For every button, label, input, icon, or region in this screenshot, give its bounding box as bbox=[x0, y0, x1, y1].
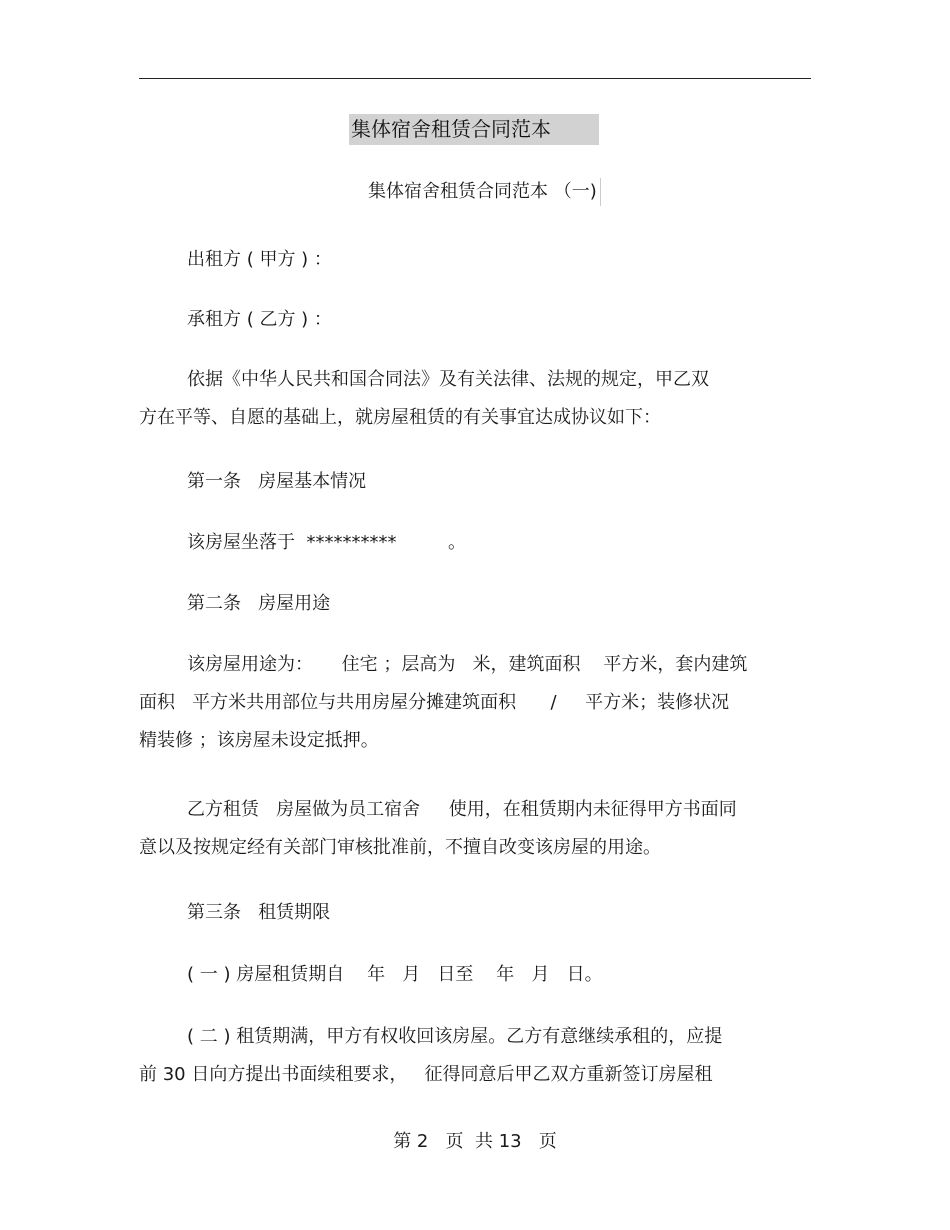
paragraph-line: 意以及按规定经有关部门审核批准前，不擅自改变该房屋的用途。 bbox=[139, 837, 661, 858]
paragraph-line: 精装修 ；该房屋未设定抵押。 bbox=[139, 730, 379, 751]
paragraph-line: 前 30 日向方提出书面续租要求， 征得同意后甲乙双方重新签订房屋租 bbox=[139, 1064, 713, 1085]
paragraph-lessor bbox=[139, 241, 811, 279]
paragraph-line: 第一条 房屋基本情况 bbox=[187, 471, 367, 492]
document-title: 集体宿舍租赁合同范本 bbox=[349, 114, 599, 145]
paragraph-usage bbox=[139, 646, 811, 760]
paragraph-term bbox=[139, 956, 811, 994]
paragraph-location bbox=[139, 524, 811, 562]
paragraph-renewal bbox=[139, 1018, 811, 1094]
paragraph-line: ( 一 ) 房屋租赁期自 年 月 日至 年 月 日。 bbox=[187, 964, 603, 985]
article-2-heading bbox=[139, 585, 811, 623]
paragraph-lessee bbox=[139, 301, 811, 339]
paragraph-line: 承租方 ( 乙方 ) ： bbox=[187, 309, 332, 330]
paragraph-line: 面积 平方米共用部位与共用房屋分摊建筑面积 / 平方米；装修状况 bbox=[139, 692, 730, 713]
paragraph-line: 出租方 ( 甲方 ) ： bbox=[187, 249, 332, 270]
paragraph-dormitory bbox=[139, 791, 811, 867]
paragraph-line: 该房屋用途为： 住宅 ；层高为 米，建筑面积 平方米，套内建筑 bbox=[187, 654, 748, 675]
paragraph-basis bbox=[139, 361, 811, 437]
article-1-heading bbox=[139, 463, 811, 501]
document-subtitle: 集体宿舍租赁合同范本 （一) bbox=[368, 178, 601, 206]
paragraph-line: ( 二 ) 租赁期满，甲方有权收回该房屋。乙方有意继续承租的，应提 bbox=[187, 1026, 723, 1047]
paragraph-line: 第三条 租赁期限 bbox=[187, 902, 331, 923]
page-number: 第 2 页 共 13 页 bbox=[393, 1131, 557, 1152]
paragraph-line: 依据《中华人民共和国合同法》及有关法律、法规的规定，甲乙双 bbox=[187, 369, 709, 390]
header-rule bbox=[139, 78, 811, 79]
article-3-heading bbox=[139, 894, 811, 932]
paragraph-line: 乙方租赁 房屋做为员工宿舍 使用，在租赁期内未征得甲方书面同 bbox=[187, 799, 737, 820]
paragraph-line: 第二条 房屋用途 bbox=[187, 593, 331, 614]
paragraph-line: 该房屋坐落于 ********** 。 bbox=[187, 532, 466, 553]
paragraph-line: 方在平等、自愿的基础上，就房屋租赁的有关事宜达成协议如下： bbox=[139, 407, 661, 428]
